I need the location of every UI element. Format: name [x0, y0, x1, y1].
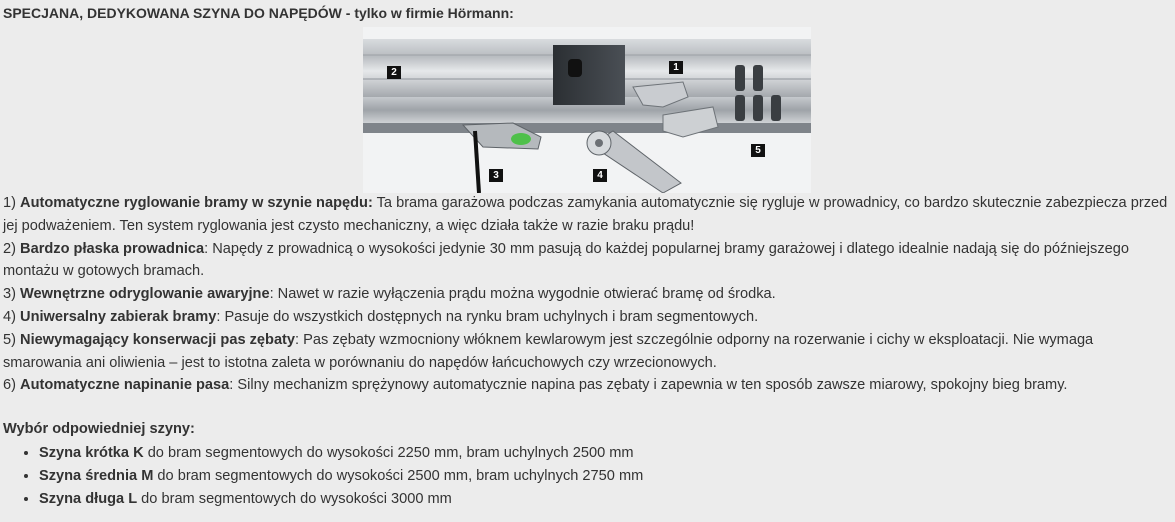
feature-text: : Silny mechanizm sprężynowy automatycznie napina pas zębaty i zapewnia w ten sposób zawsze miarowy, spokojny bieg bramy.: [229, 377, 1068, 394]
callout-3: 3: [489, 169, 503, 182]
rail-option-long: [39, 488, 643, 511]
feature-number: 6): [3, 377, 16, 394]
feature-number: 3): [3, 286, 16, 303]
rail-option-text: do bram segmentowych do wysokości 2250 mm, bram uchylnych 2500 mm: [143, 445, 634, 461]
rail-illustration: [363, 27, 811, 193]
feature-list: [3, 192, 1173, 397]
feature-number: 5): [3, 331, 16, 348]
feature-4: [3, 306, 1173, 329]
feature-3: [3, 283, 1173, 306]
feature-number: 1): [3, 195, 16, 211]
feature-title: Automatyczne napinanie pasa: [20, 377, 230, 394]
feature-text: Ta brama garażowa podczas zamykania automatycznie się rygluje w prowadnicy, co bardzo skutecznie zabezpiecza przed jej podważeniem. Ten system ryglowania jest czysto mechaniczny, a więc działa także w razie braku prądu!: [3, 195, 1168, 234]
rail-options-list: [0, 442, 643, 510]
feature-text: : Nawet w razie wyłączenia prądu można wygodnie otwierać bramę od środka.: [269, 286, 776, 303]
page-heading: SPECJANA, DEDYKOWANA SZYNA DO NAPĘDÓW - tylko w firmie Hörmann:: [3, 5, 514, 21]
feature-title: Niewymagający konserwacji pas zębaty: [20, 331, 296, 348]
callout-5: 5: [751, 144, 765, 157]
feature-text: : Pasuje do wszystkich dostępnych na rynku bram uchylnych i bram segmentowych.: [216, 308, 759, 325]
feature-title: Automatyczne ryglowanie bramy w szynie napędu:: [20, 195, 373, 211]
feature-5: [3, 329, 1173, 375]
callout-4: 4: [593, 169, 607, 182]
rail-option-short: [39, 442, 643, 465]
feature-number: 4): [3, 308, 16, 325]
feature-title: Uniwersalny zabierak bramy: [20, 308, 217, 325]
rail-option-medium: [39, 465, 643, 488]
rail-product-photo: [363, 27, 811, 193]
feature-title: Wewnętrzne odryglowanie awaryjne: [20, 286, 270, 303]
feature-text: : Pas zębaty wzmocniony włóknem kewlarowym jest szczególnie odporny na rozerwanie i cichy w eksploatacji. Nie wymaga smarowania ani oliwienia – jest to istotna zaleta w porównaniu do napędów łańcuchowych czy wrzecionowych.: [3, 331, 1094, 371]
rail-option-name: Szyna średnia M: [39, 467, 154, 484]
feature-title: Bardzo płaska prowadnica: [20, 240, 205, 257]
feature-1: [3, 192, 1173, 238]
callout-2: 2: [387, 66, 401, 79]
callout-1: 1: [669, 61, 683, 74]
rail-option-text: do bram segmentowych do wysokości 3000 mm: [137, 490, 452, 507]
feature-number: 2): [3, 240, 16, 257]
rail-option-name: Szyna długa L: [39, 490, 138, 507]
feature-2: [3, 238, 1173, 284]
rail-option-name: Szyna krótka K: [39, 445, 144, 461]
feature-6: [3, 374, 1173, 397]
selection-title: Wybór odpowiedniej szyny:: [3, 421, 195, 437]
feature-text: : Napędy z prowadnicą o wysokości jedynie 30 mm pasują do każdej popularnej bramy garażowej i dlatego idealnie nadają się do późniejszego montażu w gotowych bramach.: [3, 240, 1129, 280]
rail-option-text: do bram segmentowych do wysokości 2500 mm, bram uchylnych 2750 mm: [153, 467, 644, 484]
